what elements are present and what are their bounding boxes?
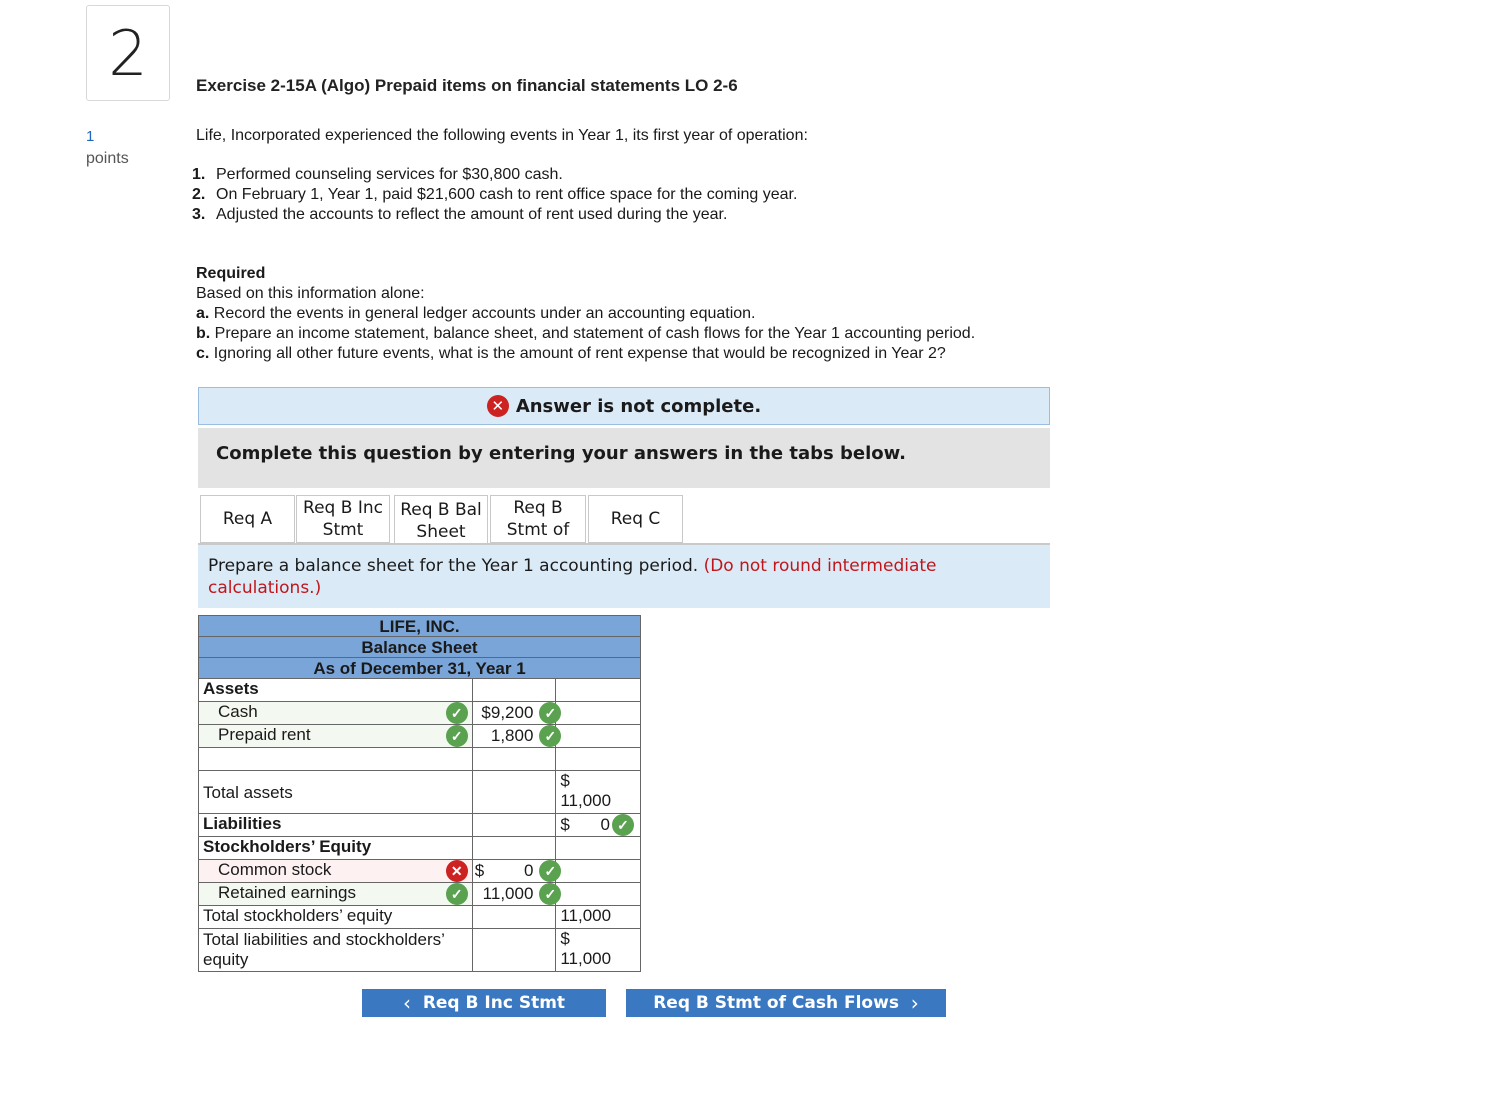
- table-row: [198, 882, 641, 906]
- tab-req-c[interactable]: Req C: [588, 495, 683, 543]
- required-sub: Based on this information alone:: [196, 285, 425, 302]
- table-row: [198, 836, 641, 860]
- check-icon: ✓: [446, 883, 468, 905]
- blank-label-input[interactable]: [199, 748, 473, 770]
- table-row: [198, 905, 641, 929]
- table-row: [198, 859, 641, 883]
- total-assets-value: $ 11,000: [560, 771, 612, 810]
- tab-req-b-bal-sheet[interactable]: Req B Bal Sheet: [394, 495, 488, 545]
- total-equity-label: Total stockholders’ equity: [199, 906, 473, 928]
- total-assets-label: Total assets: [199, 771, 473, 813]
- check-icon: ✓: [446, 725, 468, 747]
- requirement-item: b. Prepare an income statement, balance sheet, and statement of cash flows for the Year 1 accounting period.: [196, 325, 976, 342]
- status-banner: ✕ Answer is not complete.: [198, 387, 1050, 425]
- points-value: 1: [86, 128, 95, 145]
- cash-input[interactable]: $9,200 ✓: [473, 702, 557, 724]
- check-icon: ✓: [539, 860, 561, 882]
- required-heading: Required: [196, 265, 266, 282]
- tab-instruction: Prepare a balance sheet for the Year 1 accounting period. (Do not round intermediate calculations.): [198, 545, 1050, 608]
- required-section: [196, 264, 975, 364]
- table-row: [198, 701, 641, 725]
- next-tab-button[interactable]: Req B Stmt of Cash Flows ›: [626, 989, 946, 1017]
- tab-req-a[interactable]: Req A: [200, 495, 295, 543]
- error-icon: ✕: [487, 395, 509, 417]
- tab-req-b-inc-stmt[interactable]: Req B Inc Stmt: [296, 495, 390, 543]
- table-row: [198, 678, 641, 702]
- table-row: [198, 770, 641, 814]
- check-icon: ✓: [539, 725, 561, 747]
- blank-amount-input[interactable]: [473, 748, 557, 770]
- event-item: 3. Adjusted the accounts to reflect the amount of rent used during the year.: [192, 206, 728, 223]
- points-label: points: [86, 150, 129, 167]
- balance-sheet: [198, 615, 641, 972]
- cash-label[interactable]: Cash ✓: [199, 702, 473, 724]
- intro-text: Life, Incorporated experienced the following events in Year 1, its first year of operation:: [196, 127, 808, 144]
- error-icon: ✕: [446, 860, 468, 882]
- chevron-right-icon: ›: [910, 991, 919, 1015]
- equity-label: Stockholders’ Equity: [199, 837, 473, 859]
- chevron-left-icon: ‹: [402, 991, 411, 1015]
- company-name: LIFE, INC.: [198, 615, 641, 637]
- liabilities-input[interactable]: $ 0 ✓: [556, 814, 640, 836]
- check-icon: ✓: [446, 702, 468, 724]
- prepaid-rent-input[interactable]: 1,800 ✓: [473, 725, 557, 747]
- question-number: 2: [86, 5, 170, 101]
- requirement-item: c. Ignoring all other future events, what is the amount of rent expense that would be recognized in Year 2?: [196, 345, 946, 362]
- liabilities-label: Liabilities: [199, 814, 473, 836]
- prev-tab-button[interactable]: ‹ Req B Inc Stmt: [362, 989, 606, 1017]
- total-equity-value: 11,000: [560, 906, 612, 925]
- table-row: [198, 747, 641, 771]
- table-row: [198, 724, 641, 748]
- retained-earnings-input[interactable]: 11,000 ✓: [473, 883, 557, 905]
- requirement-item: a. Record the events in general ledger accounts under an accounting equation.: [196, 305, 756, 322]
- common-stock-label[interactable]: Common stock ✕: [199, 860, 473, 882]
- check-icon: ✓: [539, 702, 561, 724]
- total-liabilities-equity-label: Total liabilities and stockholders’ equity: [199, 929, 473, 971]
- total-liabilities-equity-value: $ 11,000: [560, 929, 612, 968]
- check-icon: ✓: [539, 883, 561, 905]
- statement-date: As of December 31, Year 1: [198, 657, 641, 679]
- event-item: 1. Performed counseling services for $30,800 cash.: [192, 166, 563, 183]
- prepaid-rent-label[interactable]: Prepaid rent ✓: [199, 725, 473, 747]
- instructions-box: Complete this question by entering your answers in the tabs below.: [198, 428, 1050, 488]
- event-item: 2. On February 1, Year 1, paid $21,600 cash to rent office space for the coming year.: [192, 186, 798, 203]
- table-row: [198, 813, 641, 837]
- table-row: [198, 928, 641, 972]
- events-list: [192, 165, 797, 225]
- tab-req-b-stmt-of[interactable]: Req B Stmt of: [490, 495, 586, 543]
- retained-earnings-label[interactable]: Retained earnings ✓: [199, 883, 473, 905]
- assets-label: Assets: [199, 679, 473, 701]
- statement-name: Balance Sheet: [198, 636, 641, 658]
- exercise-title: Exercise 2-15A (Algo) Prepaid items on financial statements LO 2-6: [196, 76, 738, 95]
- common-stock-input[interactable]: $ 0 ✓: [473, 860, 557, 882]
- check-icon: ✓: [612, 814, 634, 836]
